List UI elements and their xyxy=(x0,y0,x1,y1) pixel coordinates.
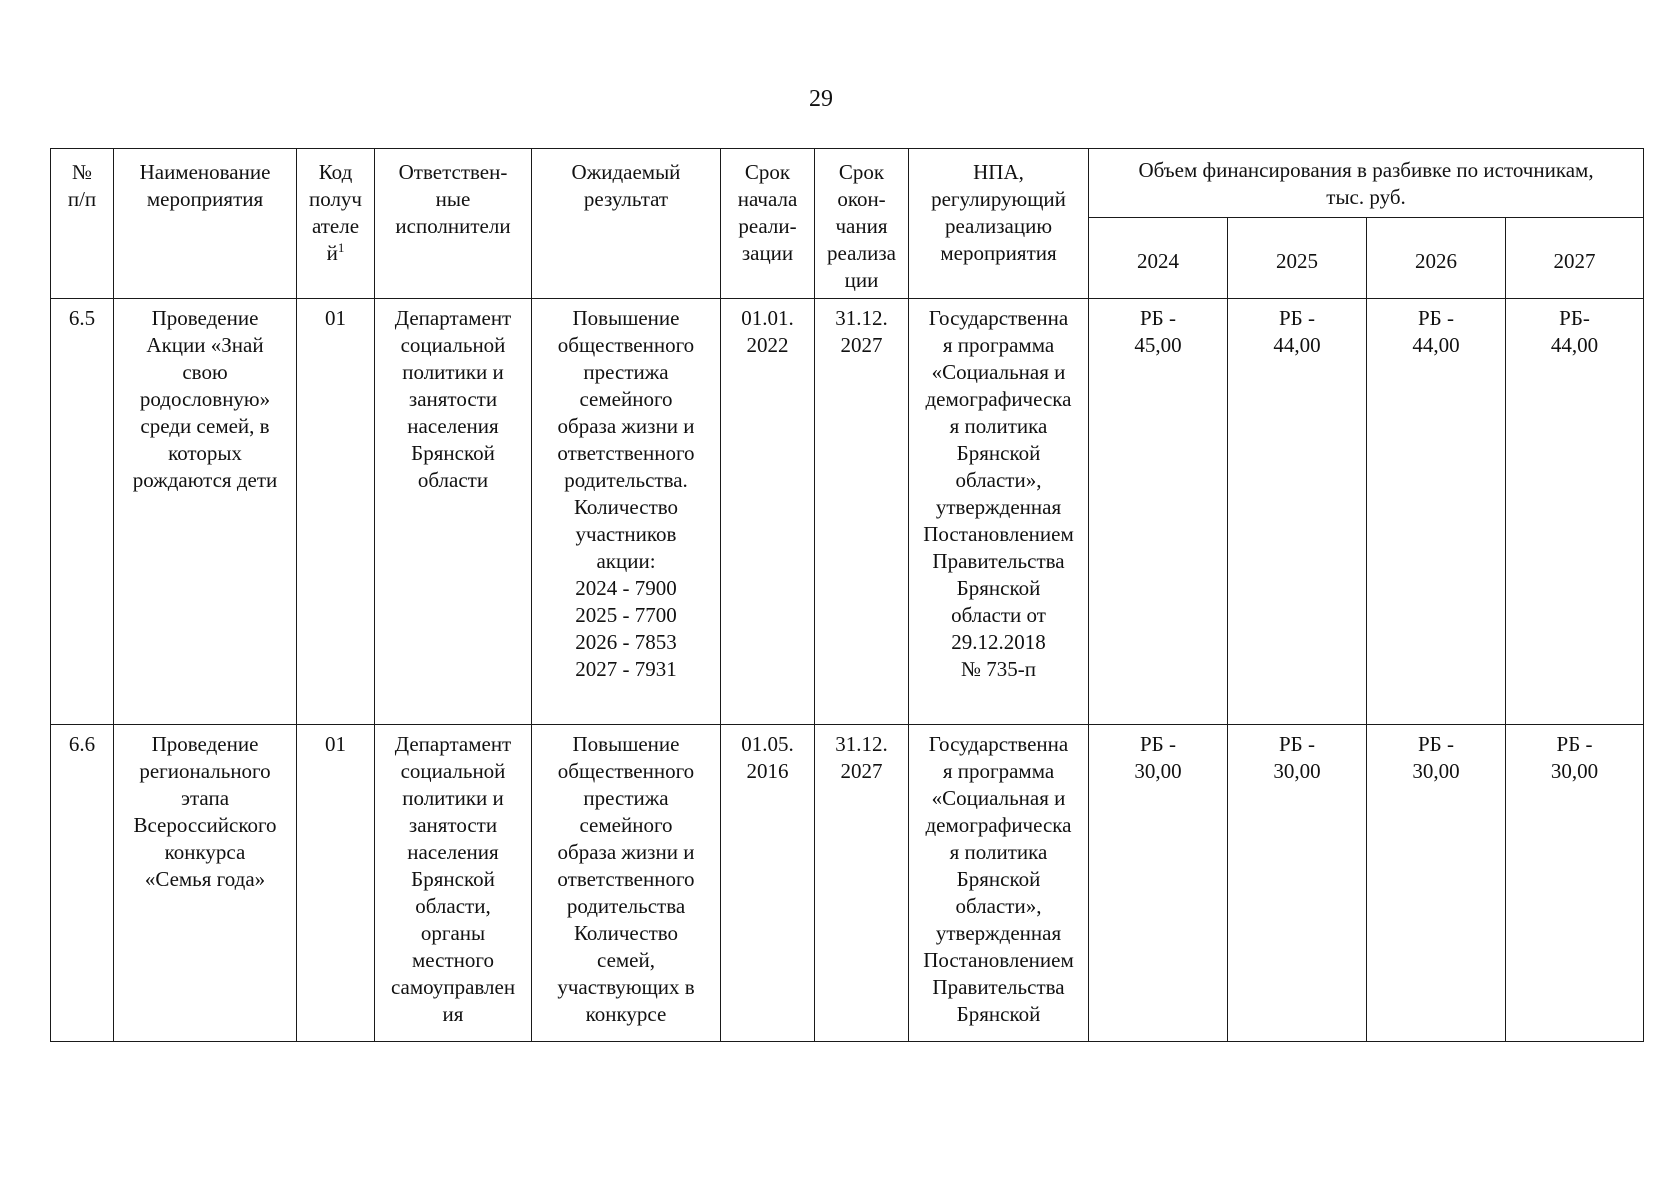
table-row xyxy=(51,725,1644,1042)
header-start: Срок начала реали- зации xyxy=(721,149,815,299)
row-end: 31.12. 2027 xyxy=(815,299,909,725)
header-code-label: Код получ ателе й xyxy=(308,160,362,265)
row-funding-2024: РБ - 30,00 xyxy=(1089,725,1228,1042)
row-funding-2024: РБ - 45,00 xyxy=(1089,299,1228,725)
row-funding-2026: РБ - 44,00 xyxy=(1367,299,1506,725)
header-year: 2024 xyxy=(1089,218,1228,299)
header-code-footnote: 1 xyxy=(337,240,345,255)
header-financing: Объем финансирования в разбивке по источникам, тыс. руб. xyxy=(1089,149,1644,218)
row-code: 01 xyxy=(297,299,375,725)
header-row xyxy=(51,149,1644,218)
row-funding-2027: РБ - 30,00 xyxy=(1506,725,1644,1042)
header-num: № п/п xyxy=(51,149,114,299)
row-start: 01.01. 2022 xyxy=(721,299,815,725)
row-result: Повышение общественного престижа семейного образа жизни и ответственного родительства Количество семей, участвующих в конкурсе xyxy=(532,725,721,1042)
page-number: 29 xyxy=(809,86,833,112)
row-result: Повышение общественного престижа семейного образа жизни и ответственного родительства. Количество участников акции: 2024 - 7900 2025 - 7700 2026 - 7853 2027 - 7931 xyxy=(532,299,721,725)
row-start: 01.05. 2016 xyxy=(721,725,815,1042)
row-num: 6.5 xyxy=(51,299,114,725)
row-end: 31.12. 2027 xyxy=(815,725,909,1042)
header-name: Наименование мероприятия xyxy=(114,149,297,299)
row-funding-2025: РБ - 44,00 xyxy=(1228,299,1367,725)
row-code: 01 xyxy=(297,725,375,1042)
row-num: 6.6 xyxy=(51,725,114,1042)
header-end: Срок окон- чания реализа ции xyxy=(815,149,909,299)
row-name: Проведение регионального этапа Всероссийского конкурса «Семья года» xyxy=(114,725,297,1042)
table-row xyxy=(51,299,1644,725)
activities-table xyxy=(50,148,1644,1042)
row-executors: Департамент социальной политики и занятости населения Брянской области xyxy=(375,299,532,725)
header-code xyxy=(297,149,375,299)
header-npa: НПА, регулирующий реализацию мероприятия xyxy=(909,149,1089,299)
header-year: 2025 xyxy=(1228,218,1367,299)
header-year: 2027 xyxy=(1506,218,1644,299)
header-result: Ожидаемый результат xyxy=(532,149,721,299)
row-npa: Государственна я программа «Социальная и демографическа я политика Брянской области», утвержденная Постановлением Правительства Брянской xyxy=(909,725,1089,1042)
row-funding-2025: РБ - 30,00 xyxy=(1228,725,1367,1042)
header-executors: Ответствен- ные исполнители xyxy=(375,149,532,299)
row-funding-2026: РБ - 30,00 xyxy=(1367,725,1506,1042)
row-executors: Департамент социальной политики и занятости населения Брянской области, органы местного самоуправлен ия xyxy=(375,725,532,1042)
row-npa: Государственна я программа «Социальная и демографическа я политика Брянской области», утвержденная Постановлением Правительства Брянской области от 29.12.2018 № 735-п xyxy=(909,299,1089,725)
row-funding-2027: РБ- 44,00 xyxy=(1506,299,1644,725)
row-name: Проведение Акции «Знай свою родословную» среди семей, в которых рождаются дети xyxy=(114,299,297,725)
header-year: 2026 xyxy=(1367,218,1506,299)
